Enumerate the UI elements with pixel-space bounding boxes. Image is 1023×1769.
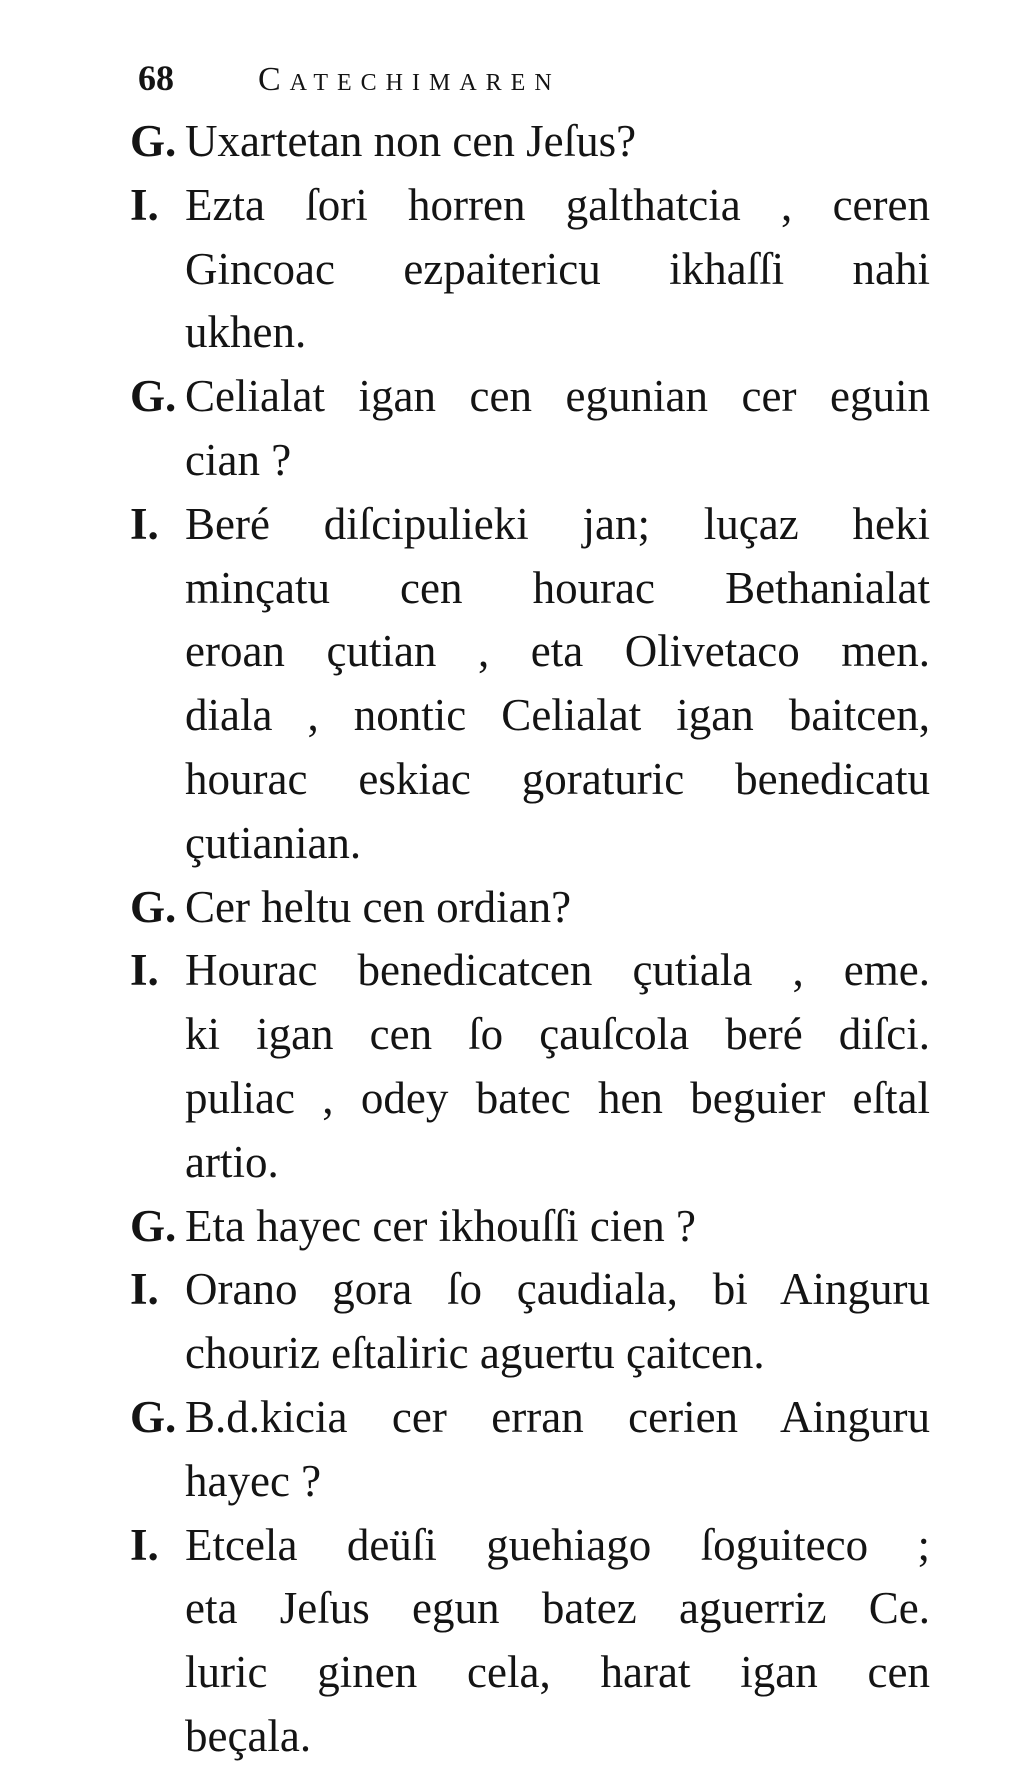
running-title: Catechimaren — [258, 61, 561, 98]
speaker-label: G. — [130, 116, 177, 166]
speaker-label: I. — [130, 179, 159, 230]
text-line: cian ? — [185, 434, 292, 485]
dialogue-entry — [130, 493, 930, 876]
text-line: beçala. — [185, 1710, 312, 1761]
dialogue-entry — [130, 365, 930, 493]
text-line: puliac , odey batec hen beguier eſtal — [185, 1072, 930, 1123]
text-line: B.d.kicia cer erran cerien Ainguru — [185, 1391, 930, 1442]
text-line: eroan çutian , eta Olivetaco men. — [185, 626, 930, 677]
text-line: Eta hayec cer ikhouſſi cien ? — [185, 1200, 696, 1251]
speaker-label: I. — [130, 1264, 159, 1315]
dialogue-entry — [130, 1258, 930, 1386]
text-line: artio. — [185, 1136, 279, 1187]
dialogue-entry — [130, 1514, 930, 1769]
speaker-label: I. — [130, 498, 159, 549]
text-line: ki igan cen ſo çauſcola beré diſci. — [185, 1009, 930, 1060]
text-line: Ezta ſori horren galthatcia , ceren — [185, 179, 930, 230]
text-line: Orano gora ſo çaudiala, bi Ainguru — [185, 1264, 930, 1315]
text-line: Beré diſcipulieki jan; luçaz heki — [185, 498, 930, 549]
text-line: Gincoac ezpaitericu ikhaſſi nahi — [185, 243, 930, 294]
text-line: ukhen. — [185, 307, 307, 358]
dialogue-entry — [130, 876, 930, 940]
text-line: eta Jeſus egun batez aguerriz Ce. — [185, 1583, 930, 1634]
dialogue-entry — [130, 1386, 930, 1514]
speaker-label: G. — [130, 1391, 177, 1442]
text-line: hayec ? — [185, 1455, 322, 1506]
catechism-text — [130, 110, 930, 1769]
dialogue-entry — [130, 1195, 930, 1259]
text-line: Etcela deüſi guehiago ſoguiteco ; — [185, 1519, 930, 1570]
text-line: çutianian. — [185, 817, 362, 868]
speaker-label: I. — [130, 1519, 159, 1570]
speaker-label: G. — [130, 1200, 177, 1251]
text-line: luric ginen cela, harat igan cen — [185, 1647, 930, 1698]
text-line: diala , nontic Celialat igan baitcen, — [185, 690, 930, 741]
page-header — [138, 48, 738, 108]
text-line: Celialat igan cen egunian cer eguin — [185, 371, 930, 422]
page-number: 68 — [138, 58, 174, 98]
text-line: chouriz eſtaliric aguertu çaitcen. — [185, 1328, 765, 1379]
text-line: Uxartetan non cen Jeſus? — [185, 116, 637, 166]
text-line: hourac eskiac goraturic benedicatu — [185, 753, 930, 804]
dialogue-entry — [130, 110, 930, 174]
text-line: minçatu cen hourac Bethanialat — [185, 562, 930, 613]
dialogue-entry — [130, 939, 930, 1194]
text-line: Hourac benedicatcen çutiala , eme. — [185, 945, 930, 996]
dialogue-entry — [130, 174, 930, 365]
speaker-label: G. — [130, 371, 177, 422]
speaker-label: I. — [130, 945, 159, 996]
text-line: Cer heltu cen ordian? — [185, 881, 572, 932]
speaker-label: G. — [130, 881, 177, 932]
